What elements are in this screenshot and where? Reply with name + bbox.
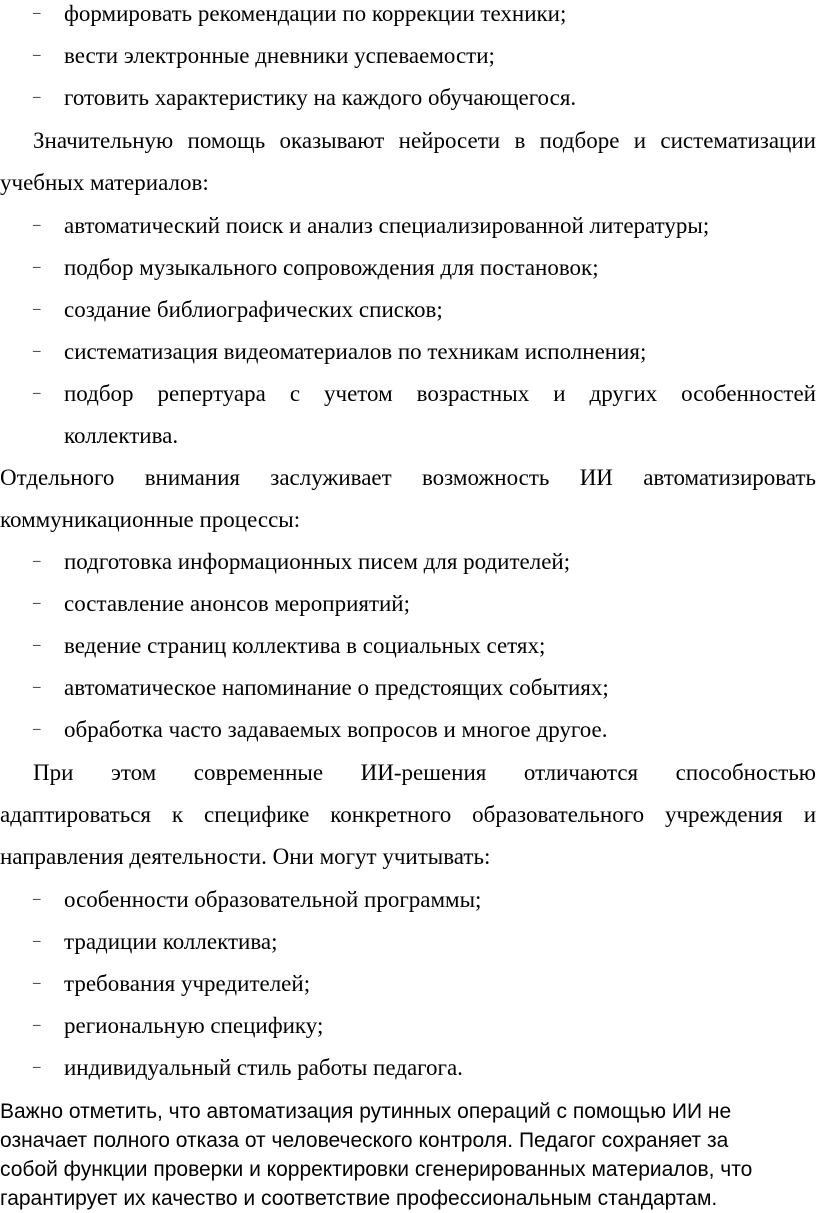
dash-bullet: –	[33, 5, 41, 21]
list-item-text: создание библиографических списков;	[64, 297, 443, 322]
dash-bullet: –	[33, 637, 41, 653]
dash-bullet: –	[33, 1017, 41, 1033]
paragraph-line: направления деятельности. Они могут учитывать:	[0, 844, 491, 869]
dash-bullet: –	[33, 1059, 41, 1075]
paragraph-line: учебных материалов:	[0, 170, 209, 195]
list-item-text: ведение страниц коллектива в социальных сетях;	[64, 633, 546, 658]
dash-bullet: –	[33, 721, 41, 737]
dash-bullet: –	[33, 47, 41, 63]
list-item-text: требования учредителей;	[64, 971, 311, 996]
dash-bullet: –	[33, 89, 41, 105]
list-item-text: систематизация видеоматериалов по техникам исполнения;	[64, 339, 647, 364]
list-item-text: формировать рекомендации по коррекции техники;	[64, 1, 567, 26]
final-paragraph-line: означает полного отказа от человеческого контроля. Педагог сохраняет за	[0, 1129, 729, 1152]
list-item-text: обработка часто задаваемых вопросов и многое другое.	[64, 717, 608, 742]
dash-bullet: –	[33, 679, 41, 695]
dash-bullet: –	[33, 217, 41, 233]
dash-bullet: –	[33, 385, 41, 401]
final-paragraph-line: гарантирует их качество и соответствие профессиональным стандартам.	[0, 1187, 718, 1210]
dash-bullet: –	[33, 259, 41, 275]
list-item-text: автоматический поиск и анализ специализированной литературы;	[64, 213, 710, 238]
list-item-continuation: коллектива.	[64, 423, 179, 448]
dash-bullet: –	[33, 975, 41, 991]
paragraph-line: коммуникационные процессы:	[0, 507, 301, 532]
dash-bullet: –	[33, 933, 41, 949]
list-item-text: особенности образовательной программы;	[64, 887, 482, 912]
paragraph-line: адаптироваться к специфике конкретного образовательного учреждения и	[0, 802, 816, 827]
dash-bullet: –	[33, 595, 41, 611]
final-paragraph-line: собой функции проверки и корректировки сгенерированных материалов, что	[0, 1158, 753, 1181]
dash-bullet: –	[33, 553, 41, 569]
list-item-text: региональную специфику;	[64, 1013, 324, 1038]
final-paragraph-line: Важно отметить, что автоматизация рутинных операций с помощью ИИ не	[0, 1100, 732, 1123]
list-item-text: подбор репертуара с учетом возрастных и других особенностей	[64, 381, 816, 406]
list-item-text: готовить характеристику на каждого обучающегося.	[64, 85, 577, 110]
list-item-text: подготовка информационных писем для родителей;	[64, 549, 571, 574]
list-item-text: составление анонсов мероприятий;	[64, 591, 411, 616]
dash-bullet: –	[33, 343, 41, 359]
paragraph-line: При этом современные ИИ-решения отличаются способностью	[33, 760, 816, 785]
list-item-text: автоматическое напоминание о предстоящих событиях;	[64, 675, 609, 700]
paragraph-line: Отдельного внимания заслуживает возможность ИИ автоматизировать	[0, 465, 816, 490]
list-item-text: вести электронные дневники успеваемости;	[64, 43, 495, 68]
dash-bullet: –	[33, 301, 41, 317]
dash-bullet: –	[33, 891, 41, 907]
list-item-text: индивидуальный стиль работы педагога.	[64, 1055, 463, 1080]
paragraph-line: Значительную помощь оказывают нейросети в подборе и систематизации	[33, 128, 816, 153]
list-item-text: традиции коллектива;	[64, 929, 278, 954]
list-item-text: подбор музыкального сопровождения для постановок;	[64, 255, 599, 280]
